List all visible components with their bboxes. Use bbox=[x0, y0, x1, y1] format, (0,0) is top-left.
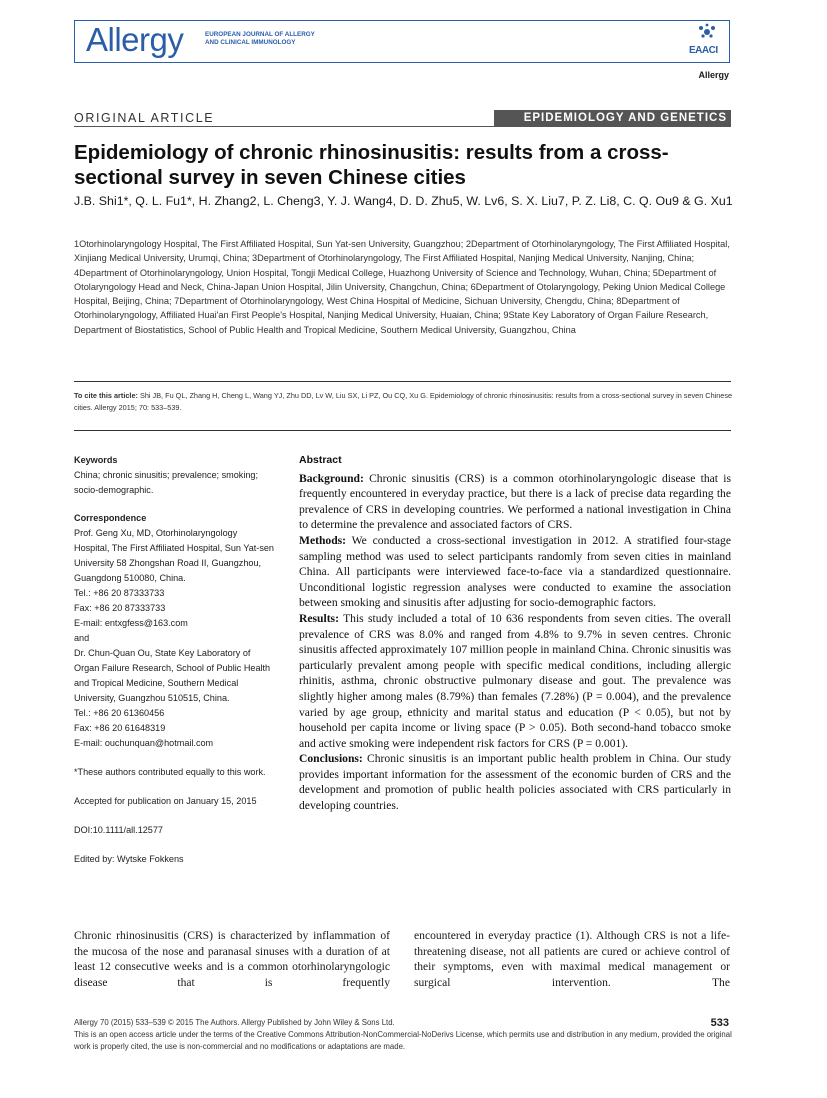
running-head: Allergy bbox=[698, 70, 729, 80]
author-list: J.B. Shi1*, Q. L. Fu1*, H. Zhang2, L. Cheng3, Y. J. Wang4, D. D. Zhu5, W. Lv6, S. X. Liu7, P. Z. Li8, C. Q. Ou9 & G. Xu1 bbox=[74, 194, 733, 208]
section-divider bbox=[74, 126, 731, 127]
and-separator: and bbox=[74, 633, 90, 643]
abstract-heading: Abstract bbox=[299, 454, 342, 466]
body-column-left: Chronic rhinosinusitis (CRS) is characterized by inflammation of the mucosa of the nose and paranasal sinuses with a duration of at least 12 consecutive weeks and is a common otorhinolaryngologic disease that is frequently bbox=[74, 929, 390, 989]
eaaci-label: EAACI bbox=[689, 45, 718, 56]
divider bbox=[74, 430, 731, 431]
citation-label: To cite this article: bbox=[74, 391, 138, 400]
journal-subtitle bbox=[205, 31, 315, 47]
accepted-date: Accepted for publication on January 15, 2015 bbox=[74, 796, 257, 806]
doi[interactable]: DOI:10.1111/all.12577 bbox=[74, 825, 163, 835]
correspondence-heading: Correspondence bbox=[74, 513, 147, 523]
abstract-conclusions: Conclusions: Chronic sinusitis is an important public health problem in China. Our study provides important information for the assessment of the economic burden of CRS and the development and promotion of public health policies associated with CRS particularly in developing countries. bbox=[299, 752, 731, 813]
email-1[interactable]: E-mail: entxgfess@163.com bbox=[74, 618, 188, 628]
fax-2: Fax: +86 20 61648319 bbox=[74, 723, 166, 733]
journal-subtitle-line1: EUROPEAN JOURNAL OF ALLERGY bbox=[205, 31, 315, 38]
footer-license: This is an open access article under the terms of the Creative Commons Attribution-NonCommercial-NoDerivs License, which permits use and distribution in any medium, provided the original work is properly cited, the use is non-commercial and no modifications or adaptations are made. bbox=[74, 1030, 732, 1051]
edited-by: Edited by: Wytske Fokkens bbox=[74, 854, 184, 864]
article-title: Epidemiology of chronic rhinosinusitis: results from a cross-sectional survey in seven Chinese cities bbox=[74, 141, 669, 189]
keywords-heading: Keywords bbox=[74, 455, 118, 465]
abstract-background: Background: Chronic sinusitis (CRS) is a common otorhinolaryngologic disease that is frequently encountered in everyday practice, but there is a lack of precise data regarding the prevalence of CRS in developing countries. We performed a national investigation in China to determine the prevalence and associated factors of CRS. bbox=[299, 471, 731, 532]
citation-text: Shi JB, Fu QL, Zhang H, Cheng L, Wang YJ, Zhu DD, Lv W, Liu SX, Li PZ, Ou CQ, Xu G. Epidemiology of chronic rhinosinusitis: results from a cross-sectional survey in seven Chinese cities. Allergy 2015; 70: 533–539. bbox=[74, 391, 733, 413]
abstract-results: Results: This study included a total of 10 636 respondents from seven cities. The overall prevalence of CRS was 8.0% and ranged from 4.8% to 9.7% in seven centres. Chronic sinusitis affected approximately 107 million people in mainland China. Chronic sinusitis was particularly prevalent among people with specific medical conditions, including allergic rhinitis, asthma, chronic obstructive pulmonary disease and gout. The prevalence was slightly higher among males (8.79%) than females (7.28%) (P = 0.004), and the prevalence varied by age group, ethnicity and marital status and education (P < 0.05), but not by household per capita income or living space (P > 0.05). Both second-hand tobacco smoke and active smoking were independent risk factors for CRS (P = 0.001). bbox=[299, 611, 731, 750]
sidebar bbox=[74, 453, 274, 867]
tel-2: Tel.: +86 20 61360456 bbox=[74, 708, 165, 718]
abstract-methods: Methods: We conducted a cross-sectional investigation in 2012. A stratified four-stage sampling method was used to select participants randomly from seven cities in mainland China. All participants were interviewed face-to-face via a standardized questionnaire. Unconditional logistic regression analyses were conducted to examine the association between smoking and sinusitis after adjusting for socio-demographic factors. bbox=[299, 533, 731, 610]
tel-1: Tel.: +86 20 87333733 bbox=[74, 588, 165, 598]
article-category: EPIDEMIOLOGY AND GENETICS bbox=[494, 110, 731, 127]
citation bbox=[74, 390, 734, 414]
journal-logo: Allergy bbox=[86, 21, 184, 58]
divider bbox=[74, 381, 731, 382]
footer-copyright: Allergy 70 (2015) 533–539 © 2015 The Authors. Allergy Published by John Wiley & Sons Ltd. bbox=[74, 1018, 395, 1027]
keywords: China; chronic sinusitis; prevalence; smoking; socio-demographic. bbox=[74, 470, 258, 495]
equal-contribution-note: *These authors contributed equally to this work. bbox=[74, 767, 266, 777]
article-type: ORIGINAL ARTICLE bbox=[74, 111, 215, 125]
page-number: 533 bbox=[710, 1017, 729, 1029]
affiliations: 1Otorhinolaryngology Hospital, The First Affiliated Hospital, Sun Yat-sen University, Guangzhou; 2Department of Otorhinolaryngology, The First Affiliated Hospital, Xinjiang Medical University, Urumqi, China; 3Department of Otorhinolaryngology, The First Affiliated Hospital, Nanjing Medical University, Nanjing, China; 4Department of Otorhinolaryngology, Union Hospital, Tongji Medical College, Huazhong University of Science and Technology, Wuhan, China; 5Department of Otolaryngology Head and Neck, China-Japan Union Hospital, Jilin University, Changchun, China; 6Department of Otolaryngology, Peking Union Medical College Hospital, Beijing, China; 7Department of Otorhinolaryngology, West China Hospital of Medicine, Sichuan University, Chengdu, China; 8Department of Otorhinolaryngology, Affiliated Huai'an First People's Hospital, Nanjing Medical University, Huaian, China; 9State Key Laboratory of Organ Failure Research, Department of Biostatistics, School of Public Health and Tropical Medicine, Southern Medical University, Guangzhou, China bbox=[74, 239, 730, 335]
abstract bbox=[299, 453, 731, 814]
fax-1: Fax: +86 20 87333733 bbox=[74, 603, 166, 613]
footer bbox=[74, 1017, 734, 1053]
correspondence-address-1: Prof. Geng Xu, MD, Otorhinolaryngology Hospital, The First Affiliated Hospital, Sun Yat-sen University 58 Zhongshan Road II, Guangzhou, Guangdong 510080, China. bbox=[74, 528, 274, 583]
correspondence-address-2: Dr. Chun-Quan Ou, State Key Laboratory of Organ Failure Research, School of Public Health and Tropical Medicine, Southern Medical University, Guangzhou 510515, China. bbox=[74, 648, 271, 703]
body-column-right: encountered in everyday practice (1). Although CRS is not a life-threatening disease, not all patients are cured or achieve control of their symptoms, even with maximal medical management or surgical intervention. The bbox=[414, 929, 730, 989]
journal-subtitle-line2: AND CLINICAL IMMUNOLOGY bbox=[205, 39, 296, 46]
email-2[interactable]: E-mail: ouchunquan@hotmail.com bbox=[74, 738, 214, 748]
